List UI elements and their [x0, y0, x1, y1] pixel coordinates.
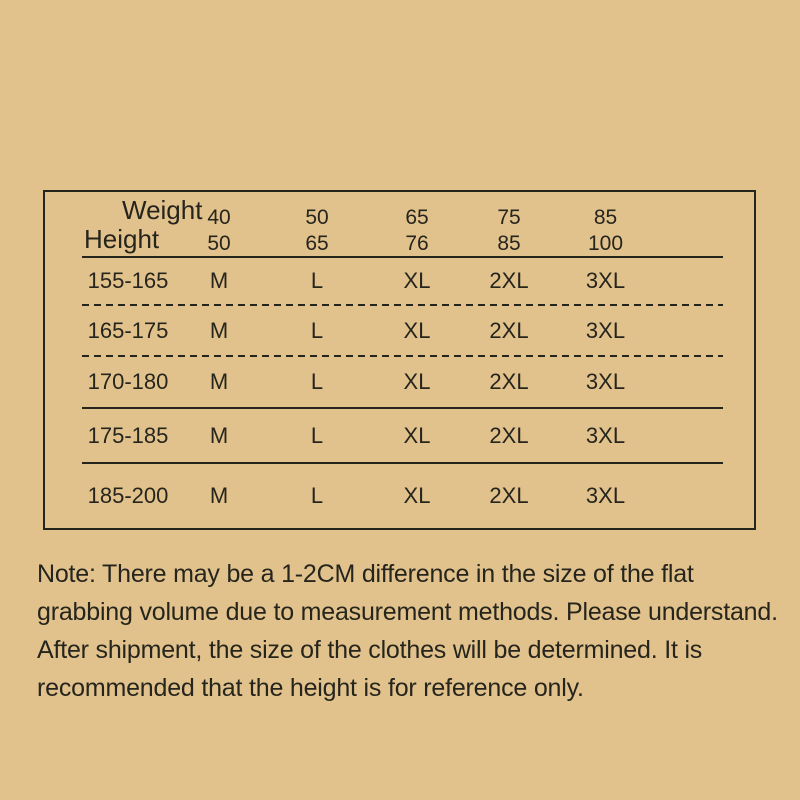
weight-min: 85: [593, 206, 618, 229]
size-cell: XL: [403, 268, 431, 293]
height-axis-label: Height: [84, 224, 160, 254]
height-range-label: 185-200: [87, 483, 169, 508]
height-range-label: 155-165: [87, 268, 169, 293]
table-row: [45, 306, 754, 355]
note-line: Note: There may be a 1-2CM difference in the size of the flat: [37, 560, 694, 588]
size-cell: 3XL: [585, 422, 626, 448]
height-range-label: 175-185: [87, 422, 169, 448]
weight-min: 75: [497, 206, 521, 229]
size-cell: 3XL: [585, 369, 626, 394]
size-cell: 3XL: [585, 483, 626, 508]
note-line: After shipment, the size of the clothes will be determined. It is: [37, 636, 703, 664]
size-cell: L: [310, 483, 324, 508]
size-cell: 3XL: [585, 317, 626, 343]
size-cell: L: [310, 268, 324, 293]
weight-min: 65: [405, 206, 429, 229]
table-header-row: [45, 192, 754, 256]
size-cell: XL: [403, 483, 431, 508]
size-cell: L: [310, 317, 324, 343]
size-table: [43, 190, 756, 530]
note-line: recommended that the height is for reference only.: [37, 674, 584, 702]
size-cell: M: [209, 483, 229, 508]
size-cell: M: [209, 422, 229, 448]
table-row: [45, 357, 754, 407]
weight-max: 50: [207, 232, 231, 255]
table-row: [45, 258, 754, 304]
weight-min: 40: [207, 206, 231, 229]
weight-max: 85: [497, 232, 521, 255]
corner-header-cell: [82, 192, 203, 257]
size-cell: M: [209, 317, 229, 343]
size-cell: XL: [403, 422, 431, 448]
weight-max: 65: [305, 232, 329, 255]
size-cell: XL: [403, 317, 431, 343]
size-cell: 2XL: [489, 483, 529, 508]
weight-column-header: [370, 192, 464, 257]
table-row: [45, 409, 754, 462]
note-line: grabbing volume due to measurement methods. Please understand.: [37, 598, 778, 626]
weight-axis-label: Weight: [122, 195, 203, 225]
height-range-label: 165-175: [87, 317, 169, 343]
height-range-label: 170-180: [87, 369, 169, 394]
size-cell: 2XL: [489, 369, 529, 394]
note-paragraph: [37, 555, 797, 707]
size-cell: 2XL: [489, 317, 529, 343]
size-cell: M: [209, 369, 229, 394]
weight-max: 76: [405, 232, 429, 255]
size-cell: 2XL: [489, 268, 529, 293]
size-cell: L: [310, 369, 324, 394]
size-cell: L: [310, 422, 324, 448]
size-cell: 3XL: [585, 268, 626, 293]
weight-column-header: [554, 192, 657, 257]
weight-max: 100: [587, 232, 624, 255]
size-cell: M: [209, 268, 229, 293]
table-row: [45, 464, 754, 528]
weight-min: 50: [305, 206, 329, 229]
weight-column-header: [174, 192, 264, 257]
weight-column-header: [264, 192, 370, 257]
weight-column-header: [464, 192, 554, 257]
size-cell: 2XL: [489, 422, 529, 448]
size-cell: XL: [403, 369, 431, 394]
